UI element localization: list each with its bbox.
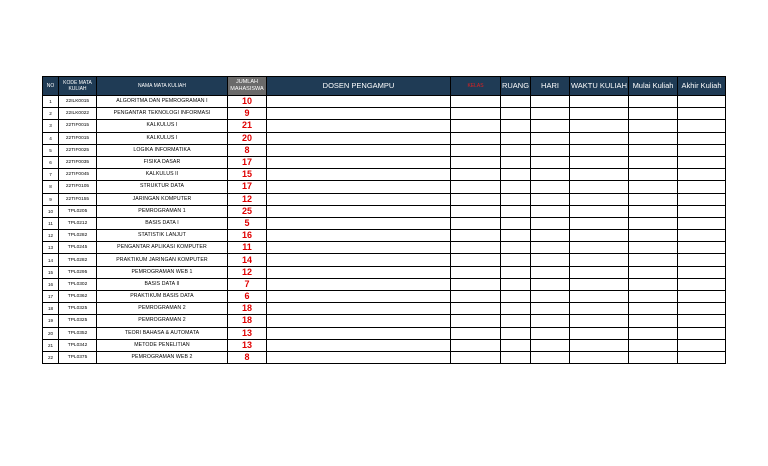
kelas-cell[interactable] (451, 144, 501, 156)
waktu-cell[interactable] (570, 193, 629, 205)
hari-cell[interactable] (531, 205, 570, 217)
mulai-cell[interactable] (629, 266, 678, 278)
course-name: PENGANTAR APLIKASI KOMPUTER (97, 242, 228, 254)
dosen-cell[interactable] (267, 169, 451, 181)
ruang-cell[interactable] (501, 291, 531, 303)
course-code: 22TIF0155 (59, 193, 97, 205)
ruang-cell[interactable] (501, 230, 531, 242)
course-code: TPL0325 (59, 303, 97, 315)
mulai-cell[interactable] (629, 205, 678, 217)
course-name: PEMROGRAMAN 1 (97, 205, 228, 217)
table-row (43, 278, 726, 290)
kelas-cell[interactable] (451, 242, 501, 254)
kelas-cell[interactable] (451, 278, 501, 290)
ruang-cell[interactable] (501, 120, 531, 132)
course-code: 22TIF0045 (59, 169, 97, 181)
table-row (43, 169, 726, 181)
course-code: 22ILK0022 (59, 108, 97, 120)
mulai-cell[interactable] (629, 144, 678, 156)
student-count: 25 (228, 205, 267, 217)
dosen-cell[interactable] (267, 108, 451, 120)
dosen-cell[interactable] (267, 230, 451, 242)
row-number: 10 (43, 205, 59, 217)
mulai-cell[interactable] (629, 120, 678, 132)
course-code: TPL0282 (59, 230, 97, 242)
kelas-cell[interactable] (451, 120, 501, 132)
akhir-cell[interactable] (678, 156, 726, 168)
student-count: 11 (228, 242, 267, 254)
dosen-cell[interactable] (267, 156, 451, 168)
mulai-cell[interactable] (629, 230, 678, 242)
hari-cell[interactable] (531, 303, 570, 315)
course-code: 22TIF0025 (59, 144, 97, 156)
kelas-cell[interactable] (451, 217, 501, 229)
row-number: 8 (43, 181, 59, 193)
akhir-cell[interactable] (678, 217, 726, 229)
waktu-cell[interactable] (570, 144, 629, 156)
header-nama: NAMA MATA KULIAH (97, 77, 228, 96)
waktu-cell[interactable] (570, 291, 629, 303)
student-count: 17 (228, 181, 267, 193)
dosen-cell[interactable] (267, 291, 451, 303)
student-count: 7 (228, 278, 267, 290)
student-count: 8 (228, 144, 267, 156)
course-name: KALKULUS II (97, 169, 228, 181)
waktu-cell[interactable] (570, 96, 629, 108)
ruang-cell[interactable] (501, 205, 531, 217)
ruang-cell[interactable] (501, 169, 531, 181)
row-number: 16 (43, 278, 59, 290)
akhir-cell[interactable] (678, 278, 726, 290)
header-akhir: Akhir Kuliah (678, 77, 726, 96)
mulai-cell[interactable] (629, 96, 678, 108)
mulai-cell[interactable] (629, 108, 678, 120)
mulai-cell[interactable] (629, 254, 678, 266)
ruang-cell[interactable] (501, 327, 531, 339)
akhir-cell[interactable] (678, 339, 726, 351)
ruang-cell[interactable] (501, 144, 531, 156)
course-name: ALGORITMA DAN PEMROGRAMAN I (97, 96, 228, 108)
waktu-cell[interactable] (570, 254, 629, 266)
hari-cell[interactable] (531, 339, 570, 351)
waktu-cell[interactable] (570, 169, 629, 181)
dosen-cell[interactable] (267, 278, 451, 290)
waktu-cell[interactable] (570, 108, 629, 120)
row-number: 18 (43, 303, 59, 315)
course-code: TPL0302 (59, 278, 97, 290)
mulai-cell[interactable] (629, 351, 678, 363)
course-name: STATISTIK LANJUT (97, 230, 228, 242)
table-row (43, 339, 726, 351)
course-name: PEMROGRAMAN 2 (97, 315, 228, 327)
course-name: TEORI BAHASA & AUTOMATA (97, 327, 228, 339)
akhir-cell[interactable] (678, 230, 726, 242)
hari-cell[interactable] (531, 144, 570, 156)
ruang-cell[interactable] (501, 156, 531, 168)
table-row (43, 96, 726, 108)
student-count: 12 (228, 266, 267, 278)
row-number: 7 (43, 169, 59, 181)
kelas-cell[interactable] (451, 156, 501, 168)
row-number: 17 (43, 291, 59, 303)
course-name: PEMROGRAMAN 2 (97, 303, 228, 315)
waktu-cell[interactable] (570, 303, 629, 315)
header-hari: HARI (531, 77, 570, 96)
mulai-cell[interactable] (629, 327, 678, 339)
table-row (43, 230, 726, 242)
kelas-cell[interactable] (451, 96, 501, 108)
course-code: 22ILK0015 (59, 96, 97, 108)
hari-cell[interactable] (531, 169, 570, 181)
dosen-cell[interactable] (267, 205, 451, 217)
waktu-cell[interactable] (570, 242, 629, 254)
akhir-cell[interactable] (678, 291, 726, 303)
table-row (43, 217, 726, 229)
kelas-cell[interactable] (451, 108, 501, 120)
course-code: 22TIF0015 (59, 132, 97, 144)
row-number: 11 (43, 217, 59, 229)
dosen-cell[interactable] (267, 327, 451, 339)
student-count: 5 (228, 217, 267, 229)
akhir-cell[interactable] (678, 205, 726, 217)
header-ruang: RUANG (501, 77, 531, 96)
waktu-cell[interactable] (570, 230, 629, 242)
kelas-cell[interactable] (451, 230, 501, 242)
hari-cell[interactable] (531, 291, 570, 303)
kelas-cell[interactable] (451, 291, 501, 303)
student-count: 9 (228, 108, 267, 120)
akhir-cell[interactable] (678, 266, 726, 278)
ruang-cell[interactable] (501, 254, 531, 266)
student-count: 12 (228, 193, 267, 205)
kelas-cell[interactable] (451, 351, 501, 363)
table-row (43, 132, 726, 144)
student-count: 16 (228, 230, 267, 242)
hari-cell[interactable] (531, 217, 570, 229)
kelas-cell[interactable] (451, 339, 501, 351)
row-number: 5 (43, 144, 59, 156)
mulai-cell[interactable] (629, 339, 678, 351)
table-row (43, 351, 726, 363)
akhir-cell[interactable] (678, 242, 726, 254)
akhir-cell[interactable] (678, 132, 726, 144)
student-count: 18 (228, 303, 267, 315)
kelas-cell[interactable] (451, 193, 501, 205)
ruang-cell[interactable] (501, 266, 531, 278)
table-row (43, 327, 726, 339)
ruang-cell[interactable] (501, 339, 531, 351)
student-count: 18 (228, 315, 267, 327)
header-row (43, 77, 726, 96)
waktu-cell[interactable] (570, 278, 629, 290)
akhir-cell[interactable] (678, 120, 726, 132)
waktu-cell[interactable] (570, 339, 629, 351)
hari-cell[interactable] (531, 193, 570, 205)
hari-cell[interactable] (531, 315, 570, 327)
dosen-cell[interactable] (267, 351, 451, 363)
waktu-cell[interactable] (570, 181, 629, 193)
mulai-cell[interactable] (629, 156, 678, 168)
row-number: 13 (43, 242, 59, 254)
student-count: 13 (228, 339, 267, 351)
kelas-cell[interactable] (451, 315, 501, 327)
akhir-cell[interactable] (678, 193, 726, 205)
mulai-cell[interactable] (629, 278, 678, 290)
table-row (43, 108, 726, 120)
waktu-cell[interactable] (570, 327, 629, 339)
ruang-cell[interactable] (501, 242, 531, 254)
ruang-cell[interactable] (501, 193, 531, 205)
course-name: PEMROGRAMAN WEB 2 (97, 351, 228, 363)
course-code: TPL0375 (59, 351, 97, 363)
course-name: FISIKA DASAR (97, 156, 228, 168)
kelas-cell[interactable] (451, 205, 501, 217)
akhir-cell[interactable] (678, 303, 726, 315)
course-name: PEMROGRAMAN WEB 1 (97, 266, 228, 278)
row-number: 9 (43, 193, 59, 205)
row-number: 15 (43, 266, 59, 278)
waktu-cell[interactable] (570, 217, 629, 229)
course-code: TPL0352 (59, 327, 97, 339)
kelas-cell[interactable] (451, 254, 501, 266)
course-code: 22TIF0035 (59, 156, 97, 168)
hari-cell[interactable] (531, 327, 570, 339)
course-name: STRUKTUR DATA (97, 181, 228, 193)
akhir-cell[interactable] (678, 327, 726, 339)
student-count: 21 (228, 120, 267, 132)
ruang-cell[interactable] (501, 217, 531, 229)
schedule-table (42, 76, 726, 364)
waktu-cell[interactable] (570, 351, 629, 363)
row-number: 4 (43, 132, 59, 144)
student-count: 6 (228, 291, 267, 303)
mulai-cell[interactable] (629, 132, 678, 144)
student-count: 20 (228, 132, 267, 144)
mulai-cell[interactable] (629, 193, 678, 205)
course-code: TPL0282 (59, 254, 97, 266)
dosen-cell[interactable] (267, 303, 451, 315)
hari-cell[interactable] (531, 230, 570, 242)
ruang-cell[interactable] (501, 278, 531, 290)
mulai-cell[interactable] (629, 315, 678, 327)
course-name: PRAKTIKUM BASIS DATA (97, 291, 228, 303)
hari-cell[interactable] (531, 254, 570, 266)
dosen-cell[interactable] (267, 193, 451, 205)
waktu-cell[interactable] (570, 156, 629, 168)
dosen-cell[interactable] (267, 315, 451, 327)
dosen-cell[interactable] (267, 96, 451, 108)
course-code: 22TIF0105 (59, 181, 97, 193)
akhir-cell[interactable] (678, 169, 726, 181)
dosen-cell[interactable] (267, 266, 451, 278)
kelas-cell[interactable] (451, 132, 501, 144)
course-name: PRAKTIKUM JARINGAN KOMPUTER (97, 254, 228, 266)
header-kelas: KELAS (451, 77, 501, 96)
header-no: NO (43, 77, 59, 96)
hari-cell[interactable] (531, 181, 570, 193)
mulai-cell[interactable] (629, 217, 678, 229)
table-row (43, 156, 726, 168)
ruang-cell[interactable] (501, 181, 531, 193)
course-code: 22TIF0015 (59, 120, 97, 132)
table-body (43, 96, 726, 364)
header-jumlah: JUMLAH MAHASISWA (228, 77, 267, 96)
ruang-cell[interactable] (501, 132, 531, 144)
row-number: 14 (43, 254, 59, 266)
mulai-cell[interactable] (629, 169, 678, 181)
dosen-cell[interactable] (267, 132, 451, 144)
student-count: 13 (228, 327, 267, 339)
table-row (43, 144, 726, 156)
mulai-cell[interactable] (629, 242, 678, 254)
waktu-cell[interactable] (570, 266, 629, 278)
course-name: KALKULUS I (97, 132, 228, 144)
row-number: 20 (43, 327, 59, 339)
hari-cell[interactable] (531, 278, 570, 290)
akhir-cell[interactable] (678, 315, 726, 327)
row-number: 2 (43, 108, 59, 120)
kelas-cell[interactable] (451, 266, 501, 278)
table-row (43, 303, 726, 315)
student-count: 10 (228, 96, 267, 108)
course-code: TPL0295 (59, 266, 97, 278)
row-number: 1 (43, 96, 59, 108)
course-name: BASIS DATA II (97, 278, 228, 290)
ruang-cell[interactable] (501, 96, 531, 108)
row-number: 3 (43, 120, 59, 132)
course-name: PENGANTAR TEKNOLOGI INFORMASI (97, 108, 228, 120)
header-waktu: WAKTU KULIAH (570, 77, 629, 96)
student-count: 15 (228, 169, 267, 181)
course-name: BASIS DATA I (97, 217, 228, 229)
hari-cell[interactable] (531, 96, 570, 108)
course-code: TPL0362 (59, 291, 97, 303)
dosen-cell[interactable] (267, 217, 451, 229)
course-name: METODE PENELITIAN (97, 339, 228, 351)
kelas-cell[interactable] (451, 181, 501, 193)
ruang-cell[interactable] (501, 108, 531, 120)
dosen-cell[interactable] (267, 181, 451, 193)
hari-cell[interactable] (531, 266, 570, 278)
table-row (43, 315, 726, 327)
akhir-cell[interactable] (678, 254, 726, 266)
hari-cell[interactable] (531, 156, 570, 168)
mulai-cell[interactable] (629, 291, 678, 303)
mulai-cell[interactable] (629, 303, 678, 315)
dosen-cell[interactable] (267, 242, 451, 254)
table-row (43, 254, 726, 266)
course-code: TPL0205 (59, 205, 97, 217)
course-name: JARINGAN KOMPUTER (97, 193, 228, 205)
akhir-cell[interactable] (678, 181, 726, 193)
hari-cell[interactable] (531, 120, 570, 132)
header-kode: KODE MATA KULIAH (59, 77, 97, 96)
hari-cell[interactable] (531, 132, 570, 144)
akhir-cell[interactable] (678, 351, 726, 363)
table-row (43, 193, 726, 205)
course-code: TPL0325 (59, 315, 97, 327)
dosen-cell[interactable] (267, 339, 451, 351)
table-row (43, 181, 726, 193)
table-row (43, 205, 726, 217)
course-name: KALKULUS I (97, 120, 228, 132)
akhir-cell[interactable] (678, 96, 726, 108)
course-code: TPL0245 (59, 242, 97, 254)
akhir-cell[interactable] (678, 108, 726, 120)
kelas-cell[interactable] (451, 303, 501, 315)
row-number: 6 (43, 156, 59, 168)
waktu-cell[interactable] (570, 132, 629, 144)
header-dosen: DOSEN PENGAMPU (267, 77, 451, 96)
kelas-cell[interactable] (451, 327, 501, 339)
waktu-cell[interactable] (570, 120, 629, 132)
ruang-cell[interactable] (501, 315, 531, 327)
hari-cell[interactable] (531, 108, 570, 120)
row-number: 12 (43, 230, 59, 242)
hari-cell[interactable] (531, 242, 570, 254)
row-number: 21 (43, 339, 59, 351)
kelas-cell[interactable] (451, 169, 501, 181)
dosen-cell[interactable] (267, 254, 451, 266)
table-row (43, 242, 726, 254)
table-row (43, 266, 726, 278)
dosen-cell[interactable] (267, 120, 451, 132)
waktu-cell[interactable] (570, 315, 629, 327)
ruang-cell[interactable] (501, 351, 531, 363)
student-count: 17 (228, 156, 267, 168)
course-name: LOGIKA INFORMATIKA (97, 144, 228, 156)
student-count: 14 (228, 254, 267, 266)
row-number: 22 (43, 351, 59, 363)
dosen-cell[interactable] (267, 144, 451, 156)
header-mulai: Mulai Kuliah (629, 77, 678, 96)
course-code: TPL0342 (59, 339, 97, 351)
akhir-cell[interactable] (678, 144, 726, 156)
ruang-cell[interactable] (501, 303, 531, 315)
table-row (43, 291, 726, 303)
hari-cell[interactable] (531, 351, 570, 363)
waktu-cell[interactable] (570, 205, 629, 217)
mulai-cell[interactable] (629, 181, 678, 193)
student-count: 8 (228, 351, 267, 363)
table-row (43, 120, 726, 132)
course-code: TPL0212 (59, 217, 97, 229)
row-number: 19 (43, 315, 59, 327)
